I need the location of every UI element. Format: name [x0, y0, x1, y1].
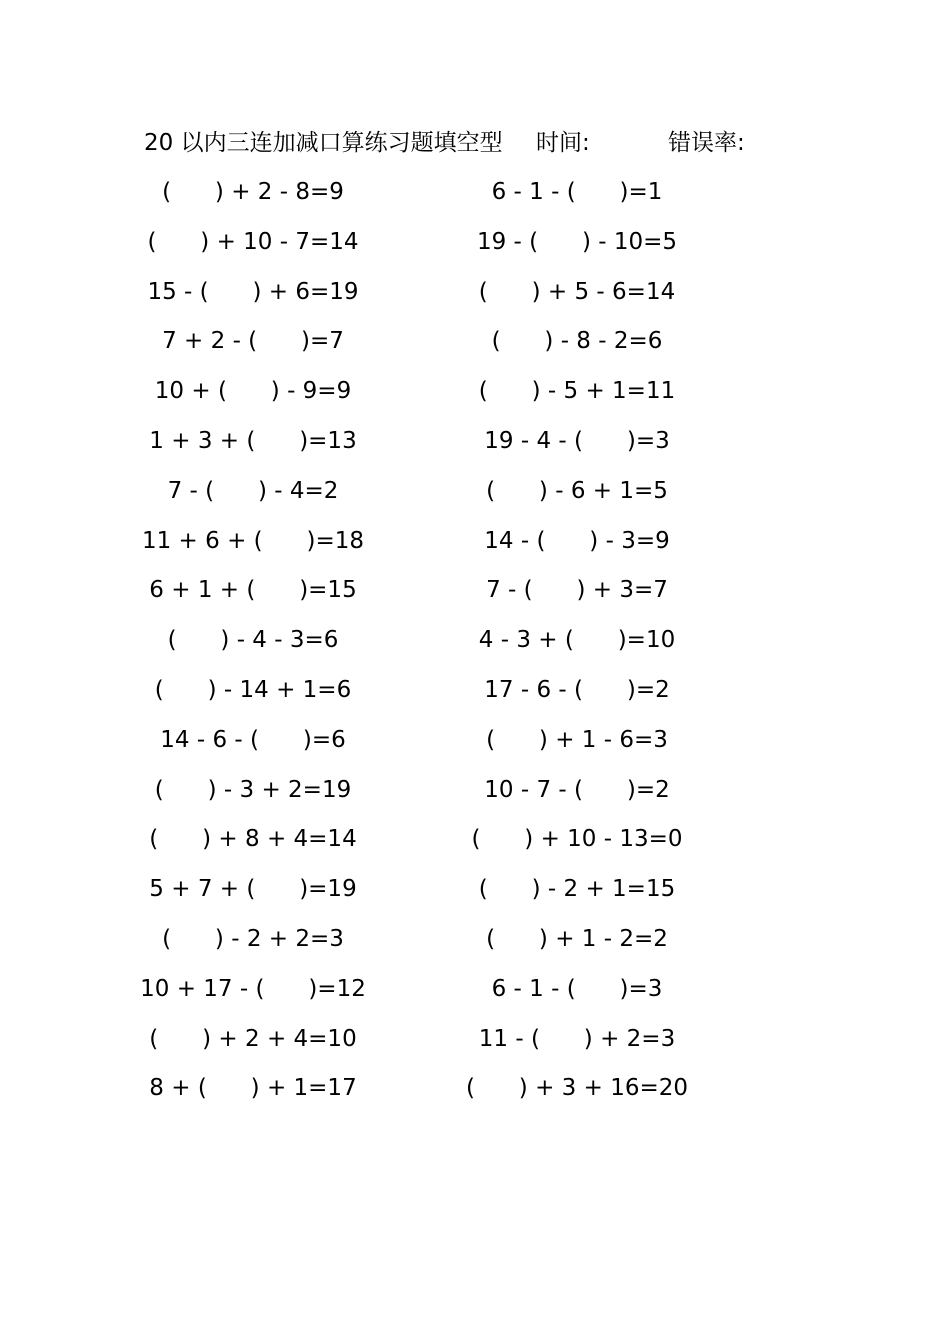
problem-item: 17 - 6 - ( )=2 — [484, 676, 670, 703]
problem-item: 1 + 3 + ( )=13 — [149, 427, 357, 454]
worksheet-title: 20 以内三连加减口算练习题填空型 — [144, 130, 503, 156]
time-label: 时间: — [536, 130, 590, 156]
problem-item: 5 + 7 + ( )=19 — [149, 876, 357, 903]
problem-item: 7 + 2 - ( )=7 — [162, 328, 344, 355]
right-problem-column — [452, 172, 702, 1118]
problem-item: 11 - ( ) + 2=3 — [478, 1025, 676, 1052]
problem-item: 15 - ( ) + 6=19 — [147, 278, 359, 305]
problem-item: 6 - 1 - ( )=3 — [491, 975, 663, 1002]
problem-item: ( ) + 10 - 7=14 — [147, 228, 359, 255]
problem-item: 19 - 4 - ( )=3 — [484, 427, 670, 454]
problem-item: 8 + ( ) + 1=17 — [149, 1075, 357, 1102]
problem-item: 11 + 6 + ( )=18 — [141, 527, 365, 554]
problem-item: 14 - ( ) - 3=9 — [484, 527, 670, 554]
problem-item: ( ) + 3 + 16=20 — [465, 1075, 689, 1102]
problem-item: 6 + 1 + ( )=15 — [149, 577, 357, 604]
error-rate-label: 错误率: — [668, 130, 745, 156]
problem-item: 6 - 1 - ( )=1 — [491, 179, 663, 205]
problem-item: 19 - ( ) - 10=5 — [476, 228, 678, 255]
problem-item: ( ) + 1 - 2=2 — [486, 925, 668, 952]
problem-item: 10 + ( ) - 9=9 — [154, 378, 352, 405]
problem-item: ( ) + 10 - 13=0 — [471, 826, 683, 853]
problem-item: 4 - 3 + ( )=10 — [478, 627, 676, 654]
problem-item: 10 - 7 - ( )=2 — [484, 776, 670, 803]
problem-item: ( ) - 5 + 1=11 — [478, 378, 676, 405]
problem-item: ( ) + 2 + 4=10 — [149, 1025, 357, 1052]
problem-item: ( ) + 1 - 6=3 — [486, 726, 668, 753]
problem-item: ( ) - 2 + 2=3 — [162, 925, 344, 952]
problem-item: ( ) - 2 + 1=15 — [478, 876, 676, 903]
problem-item: 7 - ( ) + 3=7 — [486, 577, 668, 604]
problem-item: ( ) + 2 - 8=9 — [162, 179, 344, 205]
problem-item: 14 - 6 - ( )=6 — [160, 726, 346, 753]
worksheet-header — [144, 124, 784, 164]
problem-item: ( ) - 14 + 1=6 — [154, 676, 352, 703]
problem-item: ( ) - 6 + 1=5 — [486, 477, 668, 504]
problem-item: ( ) - 4 - 3=6 — [167, 627, 339, 654]
problem-item: 7 - ( ) - 4=2 — [167, 477, 339, 504]
problem-item: 10 + 17 - ( )=12 — [140, 975, 366, 1002]
problem-item: ( ) - 3 + 2=19 — [154, 776, 352, 803]
left-problem-column — [128, 172, 378, 1118]
problem-item: ( ) + 8 + 4=14 — [149, 826, 357, 853]
problem-item: ( ) + 5 - 6=14 — [478, 278, 676, 305]
problem-item: ( ) - 8 - 2=6 — [491, 328, 663, 355]
